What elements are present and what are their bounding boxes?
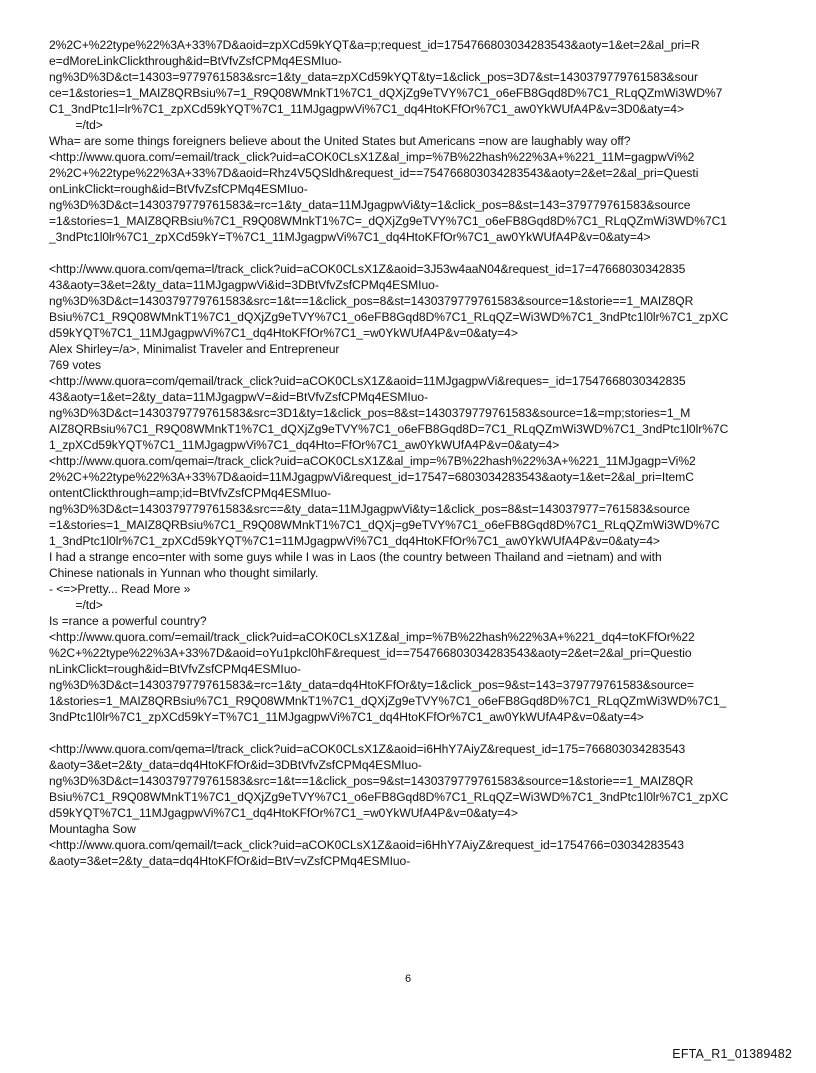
text-line: <http://www.quora.com/qemai=/track_click?uid=aCOK0CLsX1Z&al_imp=%7B%22hash%22%3A+%221_11MJgagp=Vi%2 bbox=[49, 454, 696, 468]
document-body bbox=[49, 37, 773, 869]
text-line: Alex Shirley=/a>, Minimalist Traveler and Entrepreneur bbox=[49, 342, 340, 356]
text-line: ng%3D%3D&ct=1430379779761583&=rc=1&ty_data=11MJgagpwVi&ty=1&click_pos=8&st=143=379779761583&source bbox=[49, 198, 691, 212]
text-line: ng%3D%3D&ct=1430379779761583&src=1&t==1&click_pos=9&st=1430379779761583&source=1&storie==1_MAIZ8QR bbox=[49, 774, 694, 788]
text-line: ng%3D%3D&ct=1430379779761583&=rc=1&ty_data=dq4HtoKFfOr&ty=1&click_pos=9&st=143=379779761583&source= bbox=[49, 678, 694, 692]
text-line: ng%3D%3D&ct=14303=9779761583&src=1&ty_data=zpXCd59kYQT&ty=1&click_pos=3D7&st=1430379779761583&sour bbox=[49, 70, 698, 84]
text-line: ce=1&stories=1_MAIZ8QRBsiu%7=1_R9Q08WMnkT1%7C1_dQXjZg9eTVY%7C1_o6eFB8Gqd8D%7C1_RLqQZmWi3WD%7 bbox=[49, 86, 723, 100]
text-line: <http://www.quora.com/=email/track_click?uid=aCOK0CLsX1Z&al_imp=%7B%22hash%22%3A+%221_11M=gagpwVi%2 bbox=[49, 150, 695, 164]
text-line: ng%3D%3D&ct=1430379779761583&src==&ty_data=11MJgagpwVi&ty=1&click_pos=8&st=143037977=761583&source bbox=[49, 502, 690, 516]
text-line: Wha= are some things foreigners believe about the United States but Americans =now are laughably way off? bbox=[49, 134, 631, 148]
text-line: <http://www.quora.com/=email/track_click?uid=aCOK0CLsX1Z&al_imp=%7B%22hash%22%3A+%221_dq4=toKFfOr%22 bbox=[49, 630, 695, 644]
text-line: <http://www.quora.com/qema=l/track_click?uid=aCOK0CLsX1Z&aoid=3J53w4aaN04&request_id=17=47668030342835 bbox=[49, 262, 686, 276]
text-line: 1_zpXCd59kYQT%7C1_11MJgagpwVi%7C1_dq4Hto=FfOr%7C1_aw0YkWUfA4P&v=0&aty=4> bbox=[49, 438, 560, 452]
text-line: - <=>Pretty... Read More » bbox=[49, 582, 191, 596]
text-line: <http://www.quora.com/qemail/t=ack_click?uid=aCOK0CLsX1Z&aoid=i6HhY7AiyZ&request_id=1754766=03034283543 bbox=[49, 838, 684, 852]
text-line: d59kYQT%7C1_11MJgagpwVi%7C1_dq4HtoKFfOr%7C1_=w0YkWUfA4P&v=0&aty=4> bbox=[49, 806, 518, 820]
text-line: 43&aoty=3&et=2&ty_data=11MJgagpwVi&id=3DBtVfvZsfCPMq4ESMIuo- bbox=[49, 278, 439, 292]
text-line: 1_3ndPtc1l0lr%7C1_zpXCd59kYQT%7C1=11MJgagpwVi%7C1_dq4HtoKFfOr%7C1_aw0YkWUfA4P&v=0&aty=4> bbox=[49, 534, 660, 548]
text-line: 43&aoty=1&et=2&ty_data=11MJgagpwV=&id=BtVfvZsfCPMq4ESMIuo- bbox=[49, 390, 429, 404]
text-line: nLinkClickt=rough&id=BtVfvZsfCPMq4ESMIuo- bbox=[49, 662, 302, 676]
text-line: <http://www.quora.com/qema=l/track_click?uid=aCOK0CLsX1Z&aoid=i6HhY7AiyZ&request_id=175=766803034283543 bbox=[49, 742, 686, 756]
text-line: %2C+%22type%22%3A+33%7D&aoid=oYu1pkcl0hF&request_id==754766803034283543&aoty=2&et=2&al_pri=Questio bbox=[49, 646, 692, 660]
text-line: 2%2C+%22type%22%3A+33%7D&aoid=Rhz4V5QSldh&request_id==754766803034283543&aoty=2&et=2&al_pri=Questi bbox=[49, 166, 699, 180]
text-line: d59kYQT%7C1_11MJgagpwVi%7C1_dq4HtoKFfOr%7C1_=w0YkWUfA4P&v=0&aty=4> bbox=[49, 326, 518, 340]
text-line: =/td> bbox=[49, 118, 103, 132]
text-line: =1&stories=1_MAIZ8QRBsiu%7C1_R9Q08WMnkT1%7C=_dQXjZg9eTVY%7C1_o6eFB8Gqd8D%7C1_RLqQZmWi3WD%7C1 bbox=[49, 214, 727, 228]
text-line: AIZ8QRBsiu%7C1_R9Q08WMnkT1%7C1_dQXjZg9eTVY%7C1_o6eFB8Gqd8D=7C1_RLqQZmWi3WD%7C1_3ndPtc1l0lr%7C bbox=[49, 422, 729, 436]
text-line: e=dMoreLinkClickthrough&id=BtVfvZsfCPMq4ESMIuo- bbox=[49, 54, 342, 68]
text-line: <http://www.quora=com/qemail/track_click?uid=aCOK0CLsX1Z&aoid=11MJgagpwVi&reques=_id=17547668030342835 bbox=[49, 374, 686, 388]
text-line: I had a strange enco=nter with some guys while I was in Laos (the country between Thailand and =ietnam) and with bbox=[49, 550, 662, 564]
text-line: C1_3ndPtc1l=lr%7C1_zpXCd59kYQT%7C1_11MJgagpwVi%7C1_dq4HtoKFfOr%7C1_aw0YkWUfA4P&v=3D0&aty=4> bbox=[49, 102, 684, 116]
text-line: 2%2C+%22type%22%3A+33%7D&aoid=11MJgagpwVi&request_id=17547=6803034283543&aoty=1&et=2&al_pri=ItemC bbox=[49, 470, 694, 484]
text-line: ng%3D%3D&ct=1430379779761583&src=3D1&ty=1&click_pos=8&st=1430379779761583&source=1&=mp;stories=1_M bbox=[49, 406, 691, 420]
text-line: &aoty=3&et=2&ty_data=dq4HtoKFfOr&id=BtV=vZsfCPMq4ESMIuo- bbox=[49, 854, 411, 868]
text-line: &aoty=3&et=2&ty_data=dq4HtoKFfOr&id=3DBtVfvZsfCPMq4ESMIuo- bbox=[49, 758, 422, 772]
blank-line bbox=[49, 725, 773, 741]
text-line: Chinese nationals in Yunnan who thought similarly. bbox=[49, 566, 319, 580]
text-line: Is =rance a powerful country? bbox=[49, 614, 207, 628]
text-line: =/td> bbox=[49, 598, 103, 612]
text-line: ontentClickthrough=amp;id=BtVfvZsfCPMq4ESMIuo- bbox=[49, 486, 332, 500]
text-line: 3ndPtc1l0lr%7C1_zpXCd59kY=T%7C1_11MJgagpwVi%7C1_dq4HtoKFfOr%7C1_aw0YkWUfA4P&v=0&aty=4> bbox=[49, 710, 644, 724]
text-line: Mountagha Sow bbox=[49, 822, 136, 836]
page-number: 6 bbox=[404, 973, 412, 985]
text-line: ng%3D%3D&ct=1430379779761583&src=1&t==1&click_pos=8&st=1430379779761583&source=1&storie==1_MAIZ8QR bbox=[49, 294, 694, 308]
blank-line bbox=[49, 245, 773, 261]
text-line: Bsiu%7C1_R9Q08WMnkT1%7C1_dQXjZg9eTVY%7C1_o6eFB8Gqd8D%7C1_RLqQZ=Wi3WD%7C1_3ndPtc1l0lr%7C1_zpXC bbox=[49, 790, 729, 804]
text-line: =1&stories=1_MAIZ8QRBsiu%7C1_R9Q08WMnkT1%7C1_dQXj=g9eTVY%7C1_o6eFB8Gqd8D%7C1_RLqQZmWi3WD%7C bbox=[49, 518, 720, 532]
text-line: Bsiu%7C1_R9Q08WMnkT1%7C1_dQXjZg9eTVY%7C1_o6eFB8Gqd8D%7C1_RLqQZ=Wi3WD%7C1_3ndPtc1l0lr%7C1_zpXC bbox=[49, 310, 729, 324]
text-line: _3ndPtc1l0lr%7C1_zpXCd59kY=T%7C1_11MJgagpwVi%7C1_dq4HtoKFfOr%7C1_aw0YkWUfA4P&v=0&aty=4> bbox=[49, 230, 651, 244]
text-line: 1&stories=1_MAIZ8QRBsiu%7C1_R9Q08WMnkT1%7C1_dQXjZg9eTVY%7C1_o6eFB8Gqd8D%7C1_RLqQZmWi3WD%7C1_ bbox=[49, 694, 727, 708]
text-line: onLinkClickt=rough&id=BtVfvZsfCPMq4ESMIuo- bbox=[49, 182, 308, 196]
document-id-stamp: EFTA_R1_01389482 bbox=[672, 1047, 792, 1061]
text-line: 769 votes bbox=[49, 358, 101, 372]
text-line: 2%2C+%22type%22%3A+33%7D&aoid=zpXCd59kYQT&a=p;request_id=1754766803034283543&aoty=1&et=2&al_pri=R bbox=[49, 38, 700, 52]
